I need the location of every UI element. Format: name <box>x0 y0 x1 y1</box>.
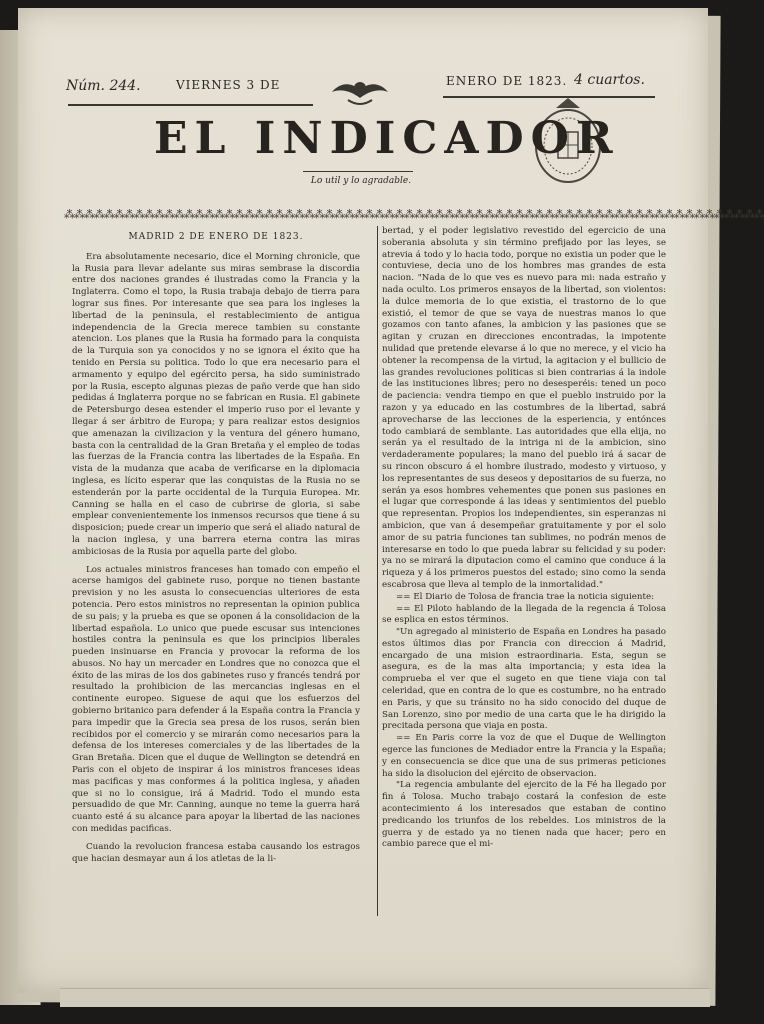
news-item: == En Paris corre la voz de que el Duque de Wellington egerce las funciones de Mediador entre la Francia y la España; y en consecuencia se dice que una de sus primeras peticiones ha sido la disolucion del ejército de observacion. <box>382 733 666 779</box>
issue-number: Núm. 244. <box>66 78 141 94</box>
issue-month-year: ENERO DE 1823. <box>446 74 568 88</box>
article-paragraph: Cuando la revolucion francesa estaba causando los estragos que hacian desmayar aun á los atletas de la li- <box>72 841 360 864</box>
newspaper-motto: Lo util y lo agradable. <box>310 176 412 186</box>
newspaper-page <box>18 8 764 993</box>
header-rule-left <box>68 104 313 106</box>
dateline: MADRID 2 DE ENERO DE 1823. <box>128 232 304 242</box>
newspaper-title: EL INDICADOR <box>154 113 620 164</box>
article-paragraph: Los actuales ministros franceses han tomado con empeño el acerse hamigos del gabinete ruso, porque no tienen bastante prevision y no les asusta lo consecuencias ulteriores de esta potencia. Pero estos ministros no representan la opinion publica de su pais; y la prueba es que se oponen á la consolidacion de la libertad española. Lo unico que puede escusar sus intenciones hostiles contra la peninsula es que los principios liberales pueden insinuarse en Francia y provocar la reforma de los abusos. No hay un mercader en Londres que no conozca que el éxito de las miras de los dos gabinetes ruso y francés tendrá por resultado la prohibicion de las mercancias inglesas en el continente europeo. Siguese de aqui que los esfuerzos del gobierno britanico para defender á la España contra la Francia y para impedir que la Grecia sea presa de los rusos, serán bien recibidos por el comercio y se mirarán como necesarios para la defensa de los intereses comerciales y de las libertades de la Gran Bretaña. Dicen que el duque de Wellington se detendrá en Paris con el objeto de inspirar á los ministros franceses ideas mas pacificas y mas conformes á la politica inglesa, y añaden que si no lo consigue, irá á Madrid. Todo el mundo esta persuadido de que Mr. Canning, aunque no teme la guerra hará cuanto esté á su alcance para apoyar la libertad de las naciones con medidas pacificas. <box>72 564 360 835</box>
article-paragraph: Era absolutamente necesario, dice el Morning chronicle, que la Rusia para llevar adelante sus miras sembrase la discordia entre dos naciones grandes é ilustradas como la Francia y la Inglaterra. Como el topo, la Rusia trabaja debajo de tierra para lograr sus fines. Por interesante que sea para los ingleses la libertad de la peninsula, el restablecimiento de antigua independencia de la Grecia merece tambien su constante atencion. Los planes que la Rusia ha formado para la conquista de la Turquia son ya conocidos y no se ignora el éxito que ha tenido en Persia su politica. Todo lo que era necesario para el armamento y equipo del egército persa, ha sido suministrado por la Rusia, escepto algunas piezas de paño verde que han sido pedidas á Inglaterra porque no se fabrican en Rusia. El gabinete de Petersburgo desea estender el imperio ruso por el levante y llegar á ser árbitro de Europa; y para realizar estos designios que amenazan la civilizacion y la ventura del género humano, basta con la centralidad de la Gran Bretaña y el empleo de todas las fuerzas de la Francia contra las libertades de la España. En vista de la mudanza que acaba de verificarse en la diplomacia inglesa, es lícito esperar que las conquistas de la Rusia no se estenderán por la parte occidental de la Turquia Europea. Mr. Canning se halla en el caso de cubrirse de gloria, si sabe emplear convenientemente los inmensos recursos que tiene á su disposicion; puede crear un imperio que será el aliado natural de la nacion inglesa, y una barrera eterna contra las miras ambiciosas de la Rusia por aquella parte del globo. <box>72 251 360 557</box>
issue-price: 4 cuartos. <box>574 72 645 88</box>
article-paragraph: "Un agregado al ministerio de España en Londres ha pasado estos últimos dias por Francia con direccion á Madrid, encargado de una mision estraordinaria. Esta, segun se asegura, es de la mas alta importancia; y esta idea la comprueba el ver que el sugeto en que tiene viaja con tal celeridad, que en contra de lo que es costumbre, no ha entrado en Paris, y que su tránsito no ha sido conocido del duque de San Lorenzo, sino por medio de una carta que le ha dirigido la precitada persona que viaja en posta. <box>382 627 666 732</box>
issue-day: VIERNES 3 DE <box>176 78 281 92</box>
motto-rule <box>303 171 413 172</box>
news-item: == El Diario de Tolosa de francia trae la noticia siguiente: <box>396 591 655 602</box>
page-bottom-edge <box>60 988 710 1007</box>
article-paragraph: "La regencia ambulante del ejercito de la Fé ha llegado por fin á Tolosa. Mucho trabajo costará la confesion de este acontecimiento á los interesados que estaban de contino predicando los triunfos de los rebeldes. Los ministros de la guerra y de estado ya no tienen nada que hacer; pero en cambio parece que el mi- <box>382 780 666 850</box>
article-paragraph: bertad, y el poder legislativo revestido del egercicio de una soberania absoluta y sin término prefijado por las leyes, se atrevia á todo y lo hacia todo, porque no existia un poder que le contuviese, decia uno de los hombres mas grandes de esta nacion. "Nada de lo que ves es nuevo para mi: nada estraño y nada oculto. Los primeros ensayos de la libertad, son violentos: la dulce memoria de lo que existia, el trastorno de lo que existió, el temor de que se vaya de nuestras manos lo que gozamos con tanto afanes, la ambicion y las pasiones que se agitan y cruzan en direcciones encontradas, la impotente nulidad que pretende elevarse á lo que no merece, y el vicio ha obtener la recompensa de la virtud, la agitacion y el bullicio de las grandes revoluciones politicas si bien contrarias á la indole de las instituciones libres; pero no desesperéis: tened un poco de paciencia: vendra tiempo en que el pueblo instruido por la razon y ya educado en las costumbres de la libertad, sabrá aprovecharse de las lecciones de la esperiencia, y entónces todo cambiará de semblante. Las autoridades que ella elija, no serán ya el resultado de la intriga ni de la ambicion, sino verdaderamente populares; la mano del pueblo irá á sacar de su rincon obscuro á el hombre ilustrado, modesto y virtuoso, y los representantes de sus deseos y depositarios de su fuerza, no serán ya esos hombres vehementes que ponen sus pasiones en el lugar que corresponde á las ideas y sentimientos del pueblo que representan. Propios los independientes, sin esperanzas ni ambicion, que van á desempeñar gratuitamente y por el solo amor de su patria funciones tan sublimes, no podrán menos de interesarse en todo lo que pueda labrar su felicidad y su poder: ya no se mirará la diputacion como el camino que conduce á la riqueza y á los primeros puestos del estado; sino como la senda escabrosa que lleva al templo de la inmortalidad." <box>382 226 666 590</box>
decorative-border: ⁂⁂⁂⁂⁂⁂⁂⁂⁂⁂⁂⁂⁂⁂⁂⁂⁂⁂⁂⁂⁂⁂⁂⁂⁂⁂⁂⁂⁂⁂⁂⁂⁂⁂⁂⁂⁂⁂⁂⁂⁂⁂⁂⁂⁂⁂⁂⁂⁂⁂⁂⁂⁂⁂⁂⁂⁂⁂⁂⁂⁂⁂⁂⁂⁂⁂⁂⁂⁂⁂ <box>64 208 764 221</box>
left-column <box>72 232 360 865</box>
trumpet-ornament-icon <box>328 70 392 110</box>
right-column <box>382 226 666 851</box>
column-divider <box>377 226 378 916</box>
news-item: == El Piloto hablando de la llegada de la regencia á Tolosa se esplica en estos términos. <box>382 603 666 626</box>
